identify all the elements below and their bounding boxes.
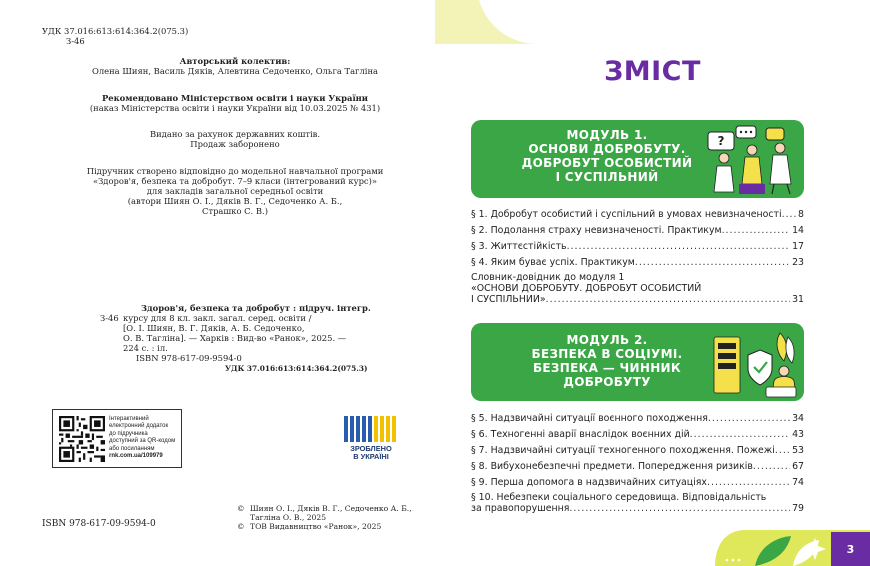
toc-glossary-line[interactable]: Словник-довідник до модуля 1	[471, 272, 625, 283]
module-1-title-line: ОСНОВИ ДОБРОБУТУ.	[528, 142, 686, 156]
toc-item-text[interactable]: § 1. Добробут особистий і суспільний в умовах невизначеності	[471, 209, 782, 220]
toc-item-page: 31	[792, 294, 804, 305]
toc-glossary-line[interactable]: І СУСПІЛЬНИЙ»	[471, 294, 546, 305]
toc-item[interactable]	[471, 440, 804, 456]
biblio-line-4: О. В. Тагліна]. — Харків : Вид-во «Ранок», 2025. —	[123, 333, 347, 343]
biblio-line-3: [О. І. Шиян, В. Г. Дяків, А. Б. Седоченко,	[123, 323, 305, 333]
toc-item-page: 53	[792, 445, 804, 456]
toc-item-page: 67	[792, 461, 804, 472]
toc-item[interactable]	[471, 424, 804, 440]
ua-logo-text	[342, 445, 400, 461]
qr-text-line: або посиланням	[109, 445, 155, 452]
copyright-sign: ©	[237, 504, 245, 513]
program-line-4: (автори Шиян О. І., Дяків В. Г., Седоченко А. Б.,	[127, 196, 343, 206]
toc-item[interactable]	[471, 204, 804, 220]
toc-leader	[782, 209, 796, 220]
copyright-line-2: Тагліна О. В., 2025	[250, 513, 327, 522]
code-top: З-46	[66, 36, 85, 46]
toc-leader	[567, 241, 790, 252]
toc-leader	[635, 257, 790, 268]
toc-leader	[775, 445, 790, 456]
module-2-title	[497, 333, 717, 389]
qr-link[interactable]: rnk.com.ua/109979	[109, 453, 163, 460]
toc-item-text[interactable]: § 10. Небезпеки соціального середовища. Відповідальність	[471, 492, 767, 503]
qr-description	[109, 416, 181, 460]
toc-item-text[interactable]: за правопорушення	[471, 503, 570, 514]
recommended-line-2: (наказ Міністерства освіти і науки України від 10.03.2025 № 431)	[89, 103, 381, 113]
copyright-sign: ©	[237, 522, 245, 531]
biblio-isbn: ISBN 978-617-09-9594-0	[136, 353, 242, 363]
toc-item-page: 79	[792, 503, 804, 514]
module-2-title-line: БЕЗПЕКА В СОЦІУМІ.	[531, 347, 683, 361]
toc-item-text[interactable]: § 4. Яким буває успіх. Практикум	[471, 257, 635, 268]
published-line-1: Видано за рахунок державних коштів.	[149, 129, 321, 139]
module-2-toc	[471, 408, 804, 514]
qr-text-line: електронний додаток	[109, 423, 169, 430]
module-1-banner	[471, 120, 804, 198]
page-title: ЗМІСТ	[604, 56, 701, 87]
program-line-5: Страшко С. В.)	[202, 206, 268, 216]
toc-item[interactable]	[471, 472, 804, 488]
module-1-title	[497, 128, 717, 184]
toc-item[interactable]	[471, 408, 804, 424]
toc-item-text[interactable]: § 5. Надзвичайні ситуації воєнного походження	[471, 413, 708, 424]
made-in-ukraine-logo	[342, 416, 400, 464]
toc-leader	[546, 294, 790, 305]
module-1-title-line: ДОБРОБУТ ОСОБИСТИЙ	[521, 156, 693, 170]
page-number: 3	[831, 532, 870, 566]
toc-leader	[708, 413, 790, 424]
toc-leader	[569, 503, 790, 514]
udk-top: УДК 37.016:613:614:364.2(075.3)	[42, 26, 189, 36]
toc-item[interactable]	[471, 220, 804, 236]
published-line-2: Продаж заборонено	[190, 139, 280, 149]
ua-logo-text-line: ЗРОБЛЕНО	[350, 444, 392, 453]
biblio-line-1: Здоров'я, безпека та добробут : підруч. інтегр.	[141, 303, 371, 313]
biblio-code: З-46	[100, 313, 119, 323]
qr-code-icon[interactable]	[59, 416, 105, 462]
ua-logo-text-line: В УКРАЇНІ	[353, 452, 389, 461]
toc-glossary[interactable]	[471, 272, 804, 305]
program-line-1: Підручник створено відповідно до модельної навчальної програми	[86, 166, 384, 176]
toc-item-page: 43	[792, 429, 804, 440]
ua-flag-bars-icon	[342, 416, 400, 444]
people-illustration-icon	[704, 122, 800, 196]
toc-item[interactable]	[471, 236, 804, 252]
qr-text-line: доступний за QR-кодом	[109, 438, 176, 445]
qr-code-box[interactable]	[52, 409, 182, 468]
copyright-line-3: ТОВ Видавництво «Ранок», 2025	[250, 522, 382, 531]
svg-text:?: ?	[717, 134, 725, 148]
module-2-title-line: МОДУЛЬ 2.	[566, 333, 648, 347]
toc-item-page: 23	[792, 257, 804, 268]
biblio-line-5: 224 с. : іл.	[123, 343, 168, 353]
toc-item[interactable]	[471, 252, 804, 268]
toc-glossary-line[interactable]: «ОСНОВИ ДОБРОБУТУ. ДОБРОБУТ ОСОБИСТИЙ	[471, 283, 702, 294]
toc-item-10[interactable]	[471, 492, 804, 514]
biblio-line-2: курсу для 8 кл. закл. загал. серед. освіти /	[123, 313, 312, 323]
toc-item-text[interactable]: § 6. Техногенні аварії внаслідок воєнних дій	[471, 429, 690, 440]
toc-item[interactable]	[471, 456, 804, 472]
program-line-2: «Здоров'я, безпека та добробут. 7–9 класи (інтегрований курс)»	[92, 176, 378, 186]
toc-glossary-last-row[interactable]	[471, 294, 804, 305]
program-line-3: для закладів загальної середньої освіти	[146, 186, 324, 196]
toc-item-text[interactable]: § 9. Перша допомога в надзвичайних ситуаціях	[471, 477, 707, 488]
toc-item-page: 34	[792, 413, 804, 424]
toc-item-page: 74	[792, 477, 804, 488]
toc-leader	[690, 429, 790, 440]
safety-illustration-icon	[704, 325, 800, 399]
toc-item-text[interactable]: § 7. Надзвичайні ситуації техногенного походження. Пожежі	[471, 445, 775, 456]
toc-leader	[707, 477, 790, 488]
copyright-line-1: Шиян О. І., Дяків В. Г., Седоченко А. Б.,	[250, 504, 412, 513]
qr-text-line: Інтерактивний	[109, 416, 149, 422]
module-2-title-line: ДОБРОБУТУ	[563, 375, 651, 389]
recommended-line-1: Рекомендовано Міністерством освіти і науки України	[101, 93, 368, 103]
toc-item-10-last-row[interactable]	[471, 503, 804, 514]
module-1-title-line: І СУСПІЛЬНИЙ	[555, 170, 659, 184]
qr-text-line: до підручника	[109, 430, 148, 437]
toc-item-text[interactable]: § 8. Вибухонебезпечні предмети. Попередження ризиків	[471, 461, 753, 472]
right-page	[435, 0, 870, 566]
module-2-banner	[471, 323, 804, 401]
biblio-udk: УДК 37.016:613:614:364.2(075.3)	[225, 364, 368, 373]
toc-item-page: 17	[792, 241, 804, 252]
toc-leader	[753, 461, 790, 472]
authors: Олена Шиян, Василь Дяків, Алевтина Седоченко, Ольга Тагліна	[91, 66, 379, 76]
toc-item-text[interactable]: § 2. Подолання страху невизначеності. Практикум	[471, 225, 722, 236]
toc-leader	[722, 225, 790, 236]
isbn-bottom: ISBN 978-617-09-9594-0	[42, 519, 156, 529]
module-2-title-line: БЕЗПЕКА — ЧИННИК	[532, 361, 682, 375]
toc-item-text[interactable]: § 3. Життєстійкість	[471, 241, 567, 252]
authors-heading: Авторський колектив:	[179, 56, 291, 66]
module-1-title-line: МОДУЛЬ 1.	[566, 128, 648, 142]
top-decoration-curve	[477, 0, 870, 44]
toc-item-page: 14	[792, 225, 804, 236]
toc-item-page: 8	[798, 209, 804, 220]
module-1-toc	[471, 204, 804, 305]
